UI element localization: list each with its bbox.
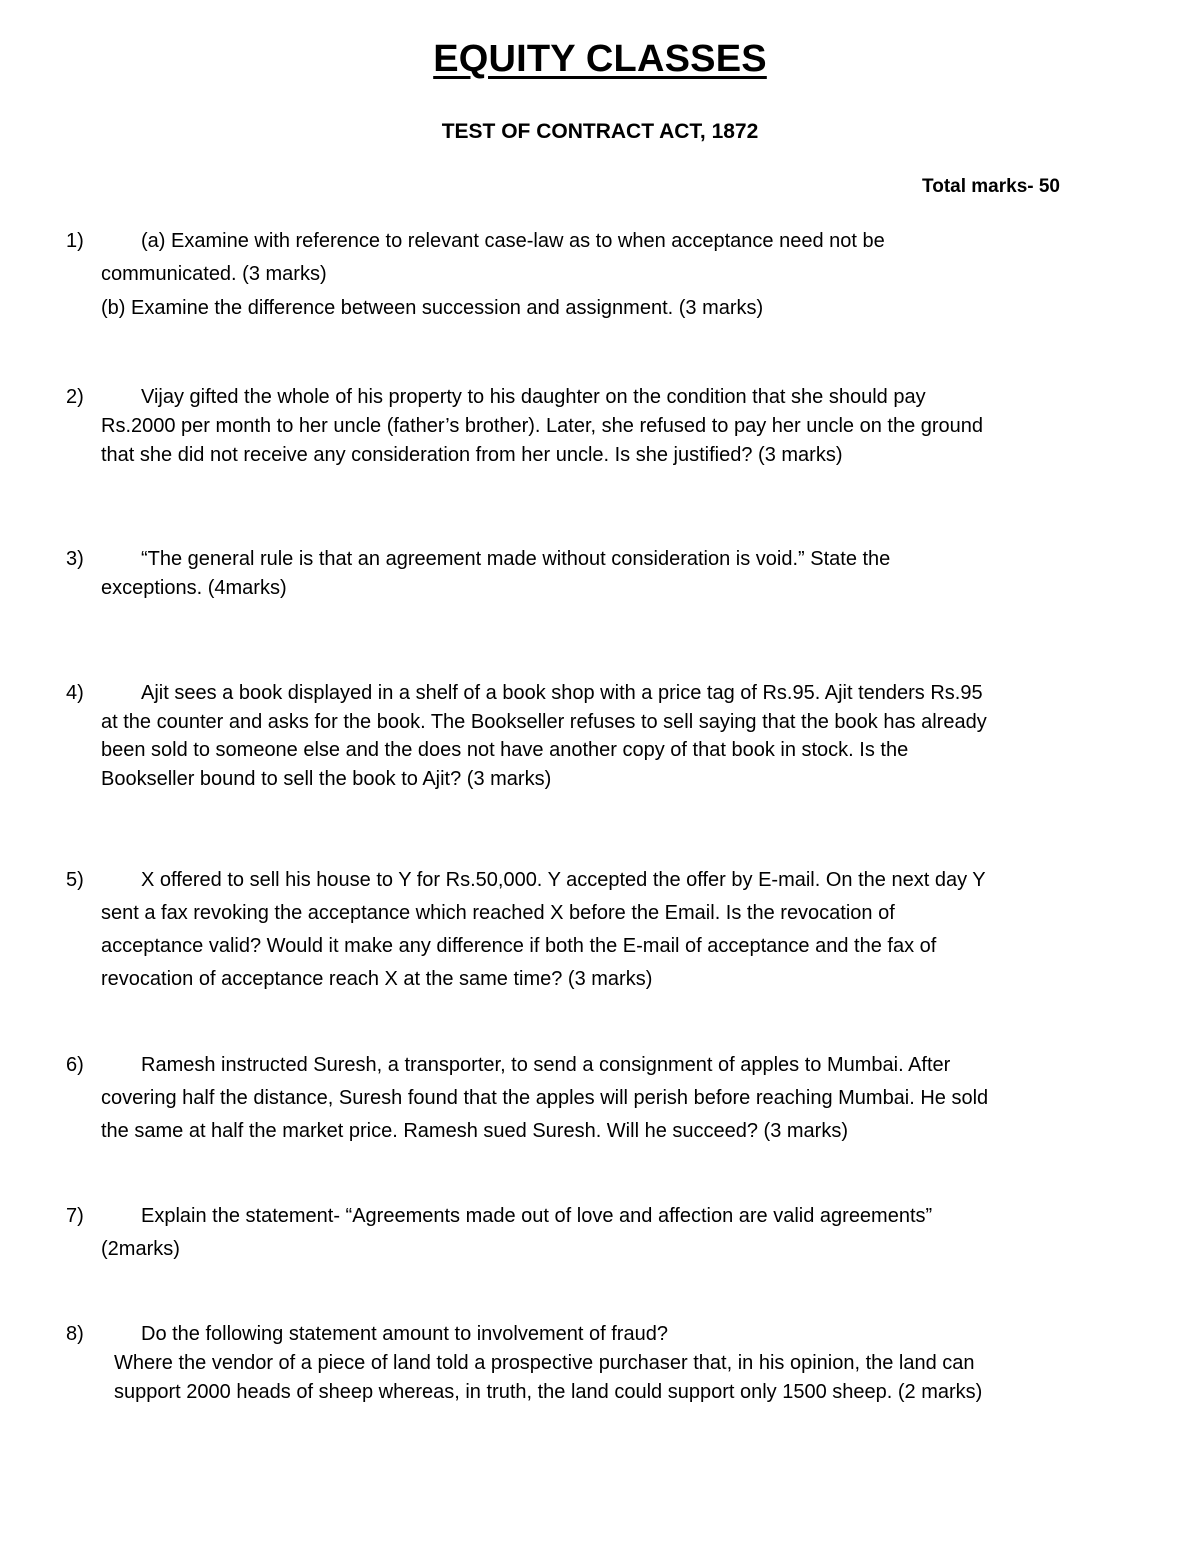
- question-number: 1): [66, 230, 84, 252]
- question-number: 6): [66, 1054, 84, 1076]
- question-line: covering half the distance, Suresh found that the apples will perish before reaching Mumbai. He sold: [101, 1087, 989, 1109]
- question-line: Bookseller bound to sell the book to Ajit? (3 marks): [101, 768, 552, 790]
- document-subtitle: TEST OF CONTRACT ACT, 1872: [441, 120, 759, 143]
- question-line: acceptance valid? Would it make any difference if both the E-mail of acceptance and the fax of: [101, 935, 937, 957]
- question-line: Ramesh instructed Suresh, a transporter, to send a consignment of apples to Mumbai. After: [141, 1054, 951, 1076]
- question-line: Do the following statement amount to involvement of fraud?: [141, 1323, 668, 1345]
- question-line: Vijay gifted the whole of his property to his daughter on the condition that she should pay: [141, 386, 926, 408]
- question-number: 2): [66, 386, 84, 408]
- question-line: the same at half the market price. Ramesh sued Suresh. Will he succeed? (3 marks): [101, 1120, 848, 1142]
- question-line: sent a fax revoking the acceptance which reached X before the Email. Is the revocation of: [101, 902, 895, 924]
- question-line: been sold to someone else and the does not have another copy of that book in stock. Is the: [101, 739, 909, 761]
- total-marks: Total marks- 50: [922, 176, 1060, 197]
- document-title: EQUITY CLASSES: [433, 38, 767, 80]
- question-line: support 2000 heads of sheep whereas, in truth, the land could support only 1500 sheep. (2 marks): [114, 1381, 983, 1403]
- question-number: 4): [66, 682, 84, 704]
- question-line: (b) Examine the difference between succession and assignment. (3 marks): [101, 297, 764, 319]
- question-line: “The general rule is that an agreement made without consideration is void.” State the: [141, 548, 891, 570]
- question-number: 8): [66, 1323, 84, 1345]
- question-line: revocation of acceptance reach X at the same time? (3 marks): [101, 968, 653, 990]
- question-line: Where the vendor of a piece of land told a prospective purchaser that, in his opinion, the land can: [114, 1352, 975, 1374]
- question-line: that she did not receive any consideration from her uncle. Is she justified? (3 marks): [101, 444, 843, 466]
- question-line: (a) Examine with reference to relevant case-law as to when acceptance need not be: [141, 230, 885, 252]
- question-line: communicated. (3 marks): [101, 263, 327, 285]
- question-number: 7): [66, 1205, 84, 1227]
- question-line: Explain the statement- “Agreements made out of love and affection are valid agreements”: [141, 1205, 933, 1227]
- question-number: 5): [66, 869, 84, 891]
- question-line: at the counter and asks for the book. The Bookseller refuses to sell saying that the book has already: [101, 711, 987, 733]
- question-line: Ajit sees a book displayed in a shelf of a book shop with a price tag of Rs.95. Ajit tenders Rs.95: [141, 682, 983, 704]
- question-line: exceptions. (4marks): [101, 577, 287, 599]
- question-line: (2marks): [101, 1238, 180, 1260]
- question-line: X offered to sell his house to Y for Rs.50,000. Y accepted the offer by E-mail. On the next day Y: [141, 869, 986, 891]
- question-line: Rs.2000 per month to her uncle (father’s brother). Later, she refused to pay her uncle on the ground: [101, 415, 984, 437]
- question-number: 3): [66, 548, 84, 570]
